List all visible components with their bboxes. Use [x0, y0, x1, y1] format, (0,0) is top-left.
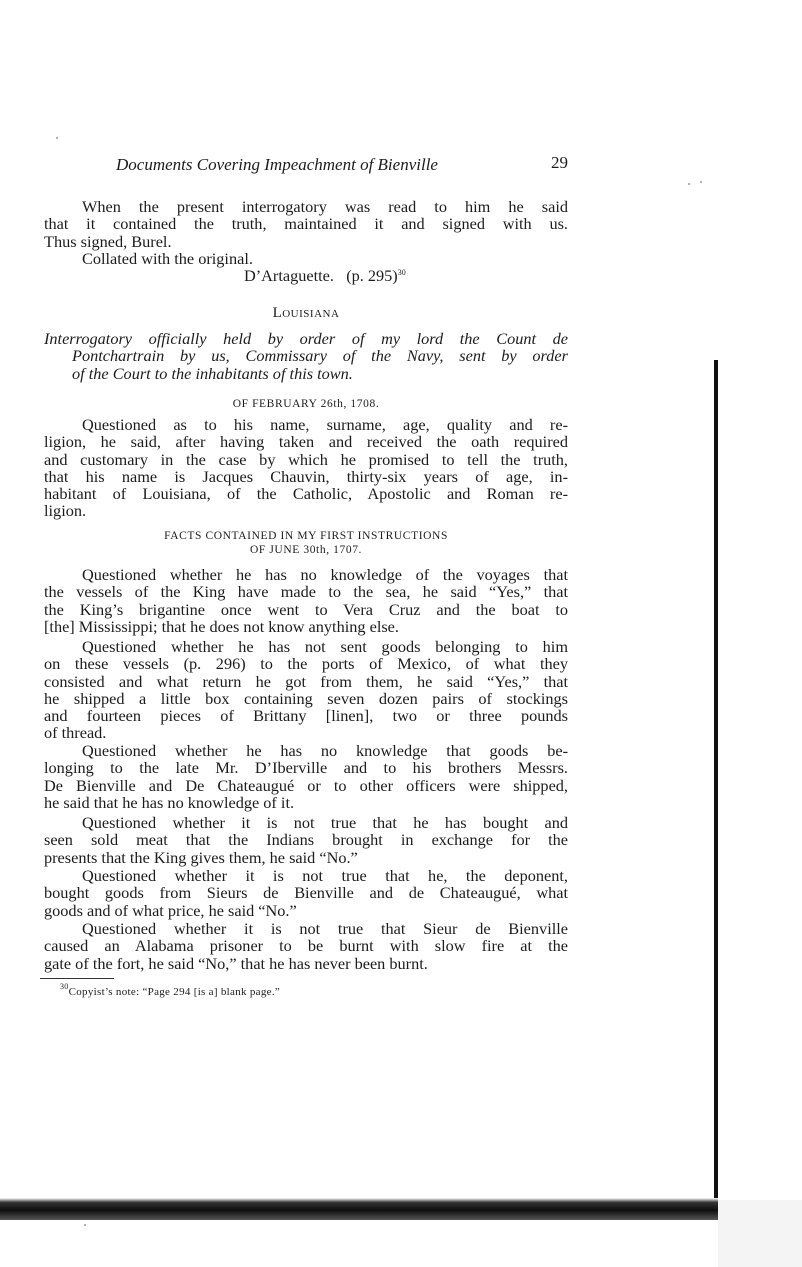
text-line: goods and of what price, he said “No.”	[44, 900, 297, 920]
text-line: Questioned whether it is not true that he, the deponent,	[82, 866, 568, 885]
text-line: he said that he has no knowledge of it.	[44, 792, 295, 812]
text-line: ligion, he said, after having taken and received the oath required	[44, 432, 568, 452]
binding-edge-bottom	[0, 1198, 718, 1220]
text-line: caused an Alabama prisoner to be burnt with slow fire at the	[44, 936, 568, 956]
text-line: the vessels of the King have made to the sea, he said “Yes,” that	[44, 582, 568, 602]
scan-dot	[84, 1224, 86, 1226]
text-line: Pontchartrain by us, Commissary of the Navy, sent by order	[72, 346, 568, 366]
text-line: longing to the late Mr. D’Iberville and to his brothers Messrs.	[44, 758, 568, 778]
text-line: Questioned whether it is not true that Sieur de Bienville	[82, 919, 568, 938]
iberville-paragraph	[44, 742, 568, 811]
text-line: Thus signed, Burel.	[44, 231, 172, 251]
scan-dot	[56, 137, 58, 139]
facts-heading-line: OF JUNE 30th, 1707.	[249, 544, 363, 556]
text-line: of thread.	[44, 723, 107, 743]
text-line: and fourteen pieces of Brittany [linen], two or three pounds	[44, 706, 568, 726]
text-line: bought goods from Sieurs de Bienville and de Chateaugué, what	[44, 883, 568, 903]
scan-margin	[718, 1200, 802, 1267]
collated-line: Collated with the original.	[82, 248, 253, 268]
text-line: De Bienville and De Chateaugué or to other officers were shipped,	[44, 775, 568, 795]
date-heading: OF FEBRUARY 26th, 1708.	[232, 398, 380, 410]
goods-paragraph	[44, 638, 568, 742]
scan-dot	[700, 181, 702, 183]
signature-line	[44, 267, 568, 284]
bought-paragraph	[44, 867, 568, 919]
interrogatory-heading	[44, 330, 568, 382]
text-line: Questioned as to his name, surname, age, quality and re-	[82, 415, 568, 434]
facts-heading	[44, 529, 568, 557]
facts-heading-line: FACTS CONTAINED IN MY FIRST INSTRUCTIONS	[164, 530, 448, 542]
text-line: gate of the fort, he said “No,” that he has never been burnt.	[44, 953, 428, 973]
text-line: Interrogatory officially held by order of my lord the Count de	[44, 329, 568, 348]
running-title: Documents Covering Impeachment of Bienville	[116, 155, 438, 174]
scan-dot	[688, 183, 690, 185]
text-line: of the Court to the inhabitants of this town.	[72, 363, 353, 383]
section-heading-louisiana: Louisiana	[272, 305, 340, 321]
running-head	[116, 155, 568, 179]
text-line: the King’s brigantine once went to Vera Cruz and the boat to	[44, 599, 568, 619]
footnote-mark: 30	[60, 982, 69, 991]
text-line: ligion.	[44, 501, 87, 521]
text-line: When the present interrogatory was read to him he said	[82, 197, 568, 216]
text-line: that his name is Jacques Chauvin, thirty-six years of age, in-	[44, 466, 568, 486]
footnote-reference: 30	[397, 268, 406, 278]
text-line: that it contained the truth, maintained it and signed with us.	[44, 214, 568, 234]
closing-paragraph	[44, 198, 568, 284]
footnote	[60, 982, 281, 998]
meat-paragraph	[44, 814, 568, 866]
voyages-paragraph	[44, 566, 568, 635]
text-line: and customary in the case by which he promised to tell the truth,	[44, 449, 568, 469]
text-line: [the] Mississippi; that he does not know anything else.	[44, 616, 399, 636]
text-line: Questioned whether he has not sent goods belonging to him	[82, 637, 568, 656]
alabama-paragraph	[44, 920, 568, 972]
page-reference: (p. 295)	[346, 266, 398, 286]
text-line: Questioned whether it is not true that he has bought and	[82, 813, 568, 832]
text-line: presents that the King gives them, he said “No.”	[44, 847, 358, 867]
footnote-text: Copyist’s note: “Page 294 [is a] blank page.”	[68, 986, 281, 998]
text-line: Questioned whether he has no knowledge of the voyages that	[82, 565, 568, 584]
text-line: consisted and what return he got from them, he said “Yes,” that	[44, 671, 568, 691]
binding-edge-right	[714, 360, 718, 1220]
text-line: habitant of Louisiana, of the Catholic, Apostolic and Roman re-	[44, 484, 568, 504]
signature: D’Artaguette.	[244, 266, 334, 286]
page-number: 29	[551, 153, 568, 172]
text-line: on these vessels (p. 296) to the ports of Mexico, of what they	[44, 654, 568, 674]
footnote-rule	[40, 978, 114, 979]
text-line: he shipped a little box containing seven dozen pairs of stockings	[44, 688, 568, 708]
text-line: seen sold meat that the Indians brought in exchange for the	[44, 830, 568, 850]
text-line: Questioned whether he has no knowledge that goods be-	[82, 741, 568, 760]
name-paragraph	[44, 416, 568, 520]
